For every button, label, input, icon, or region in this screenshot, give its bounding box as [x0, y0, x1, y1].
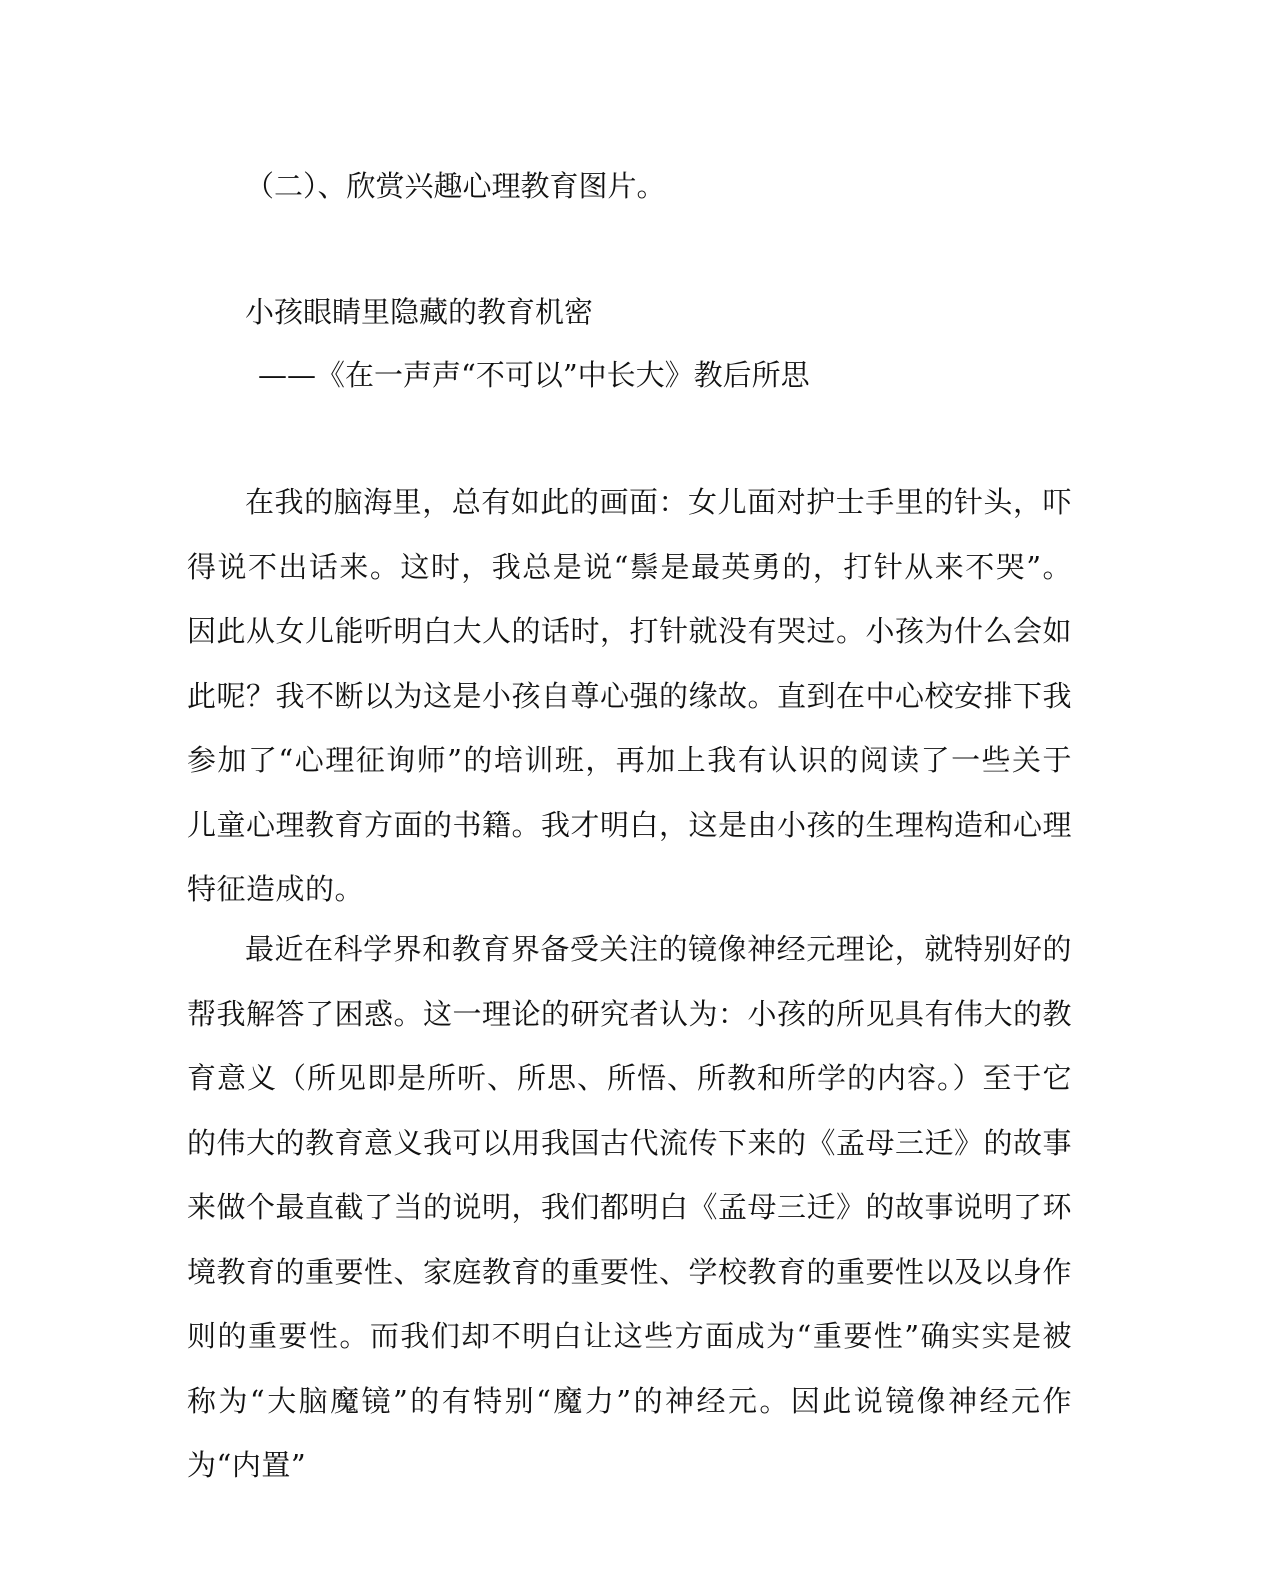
- section-heading: （二）、欣赏兴趣心理教育图片。: [245, 169, 666, 203]
- body-paragraph: 最近在科学界和教育界备受关注的镜像神经元理论，就特别好的帮我解答了困惑。这一理论的研究者认为：小孩的所见具有伟大的教育意义（所见即是所听、所思、所悟、所教和所学的内容。）至于它的伟大的教育意义我可以用我国古代流传下来的《孟母三迁》的故事来做个最直截了当的说明，我们都明白《孟母三迁》的故事说明了环境教育的重要性、家庭教育的重要性、学校教育的重要性以及以身作则的重要性。而我们却不明白让这些方面成为“重要性”确实实是被称为“大脑魔镜”的有特别“魔力”的神经元。因此说镜像神经元作为“内置”: [187, 932, 1073, 1482]
- article-title: 小孩眼睛里隐藏的教育机密: [245, 295, 594, 329]
- article-subtitle: ——《在一声声“不可以”中长大》教后所思: [258, 358, 810, 392]
- body-paragraph: 在我的脑海里，总有如此的画面：女儿面对护士手里的针头，吓得说不出话来。这时，我总是说“鬃是最英勇的，打针从来不哭”。因此从女儿能听明白大人的话时，打针就没有哭过。小孩为什么会如此呢？我不断以为这是小孩自尊心强的缘故。直到在中心校安排下我参加了“心理征询师”的培训班，再加上我有认识的阅读了一些关于儿童心理教育方面的书籍。我才明白，这是由小孩的生理构造和心理特征造成的。: [187, 485, 1073, 906]
